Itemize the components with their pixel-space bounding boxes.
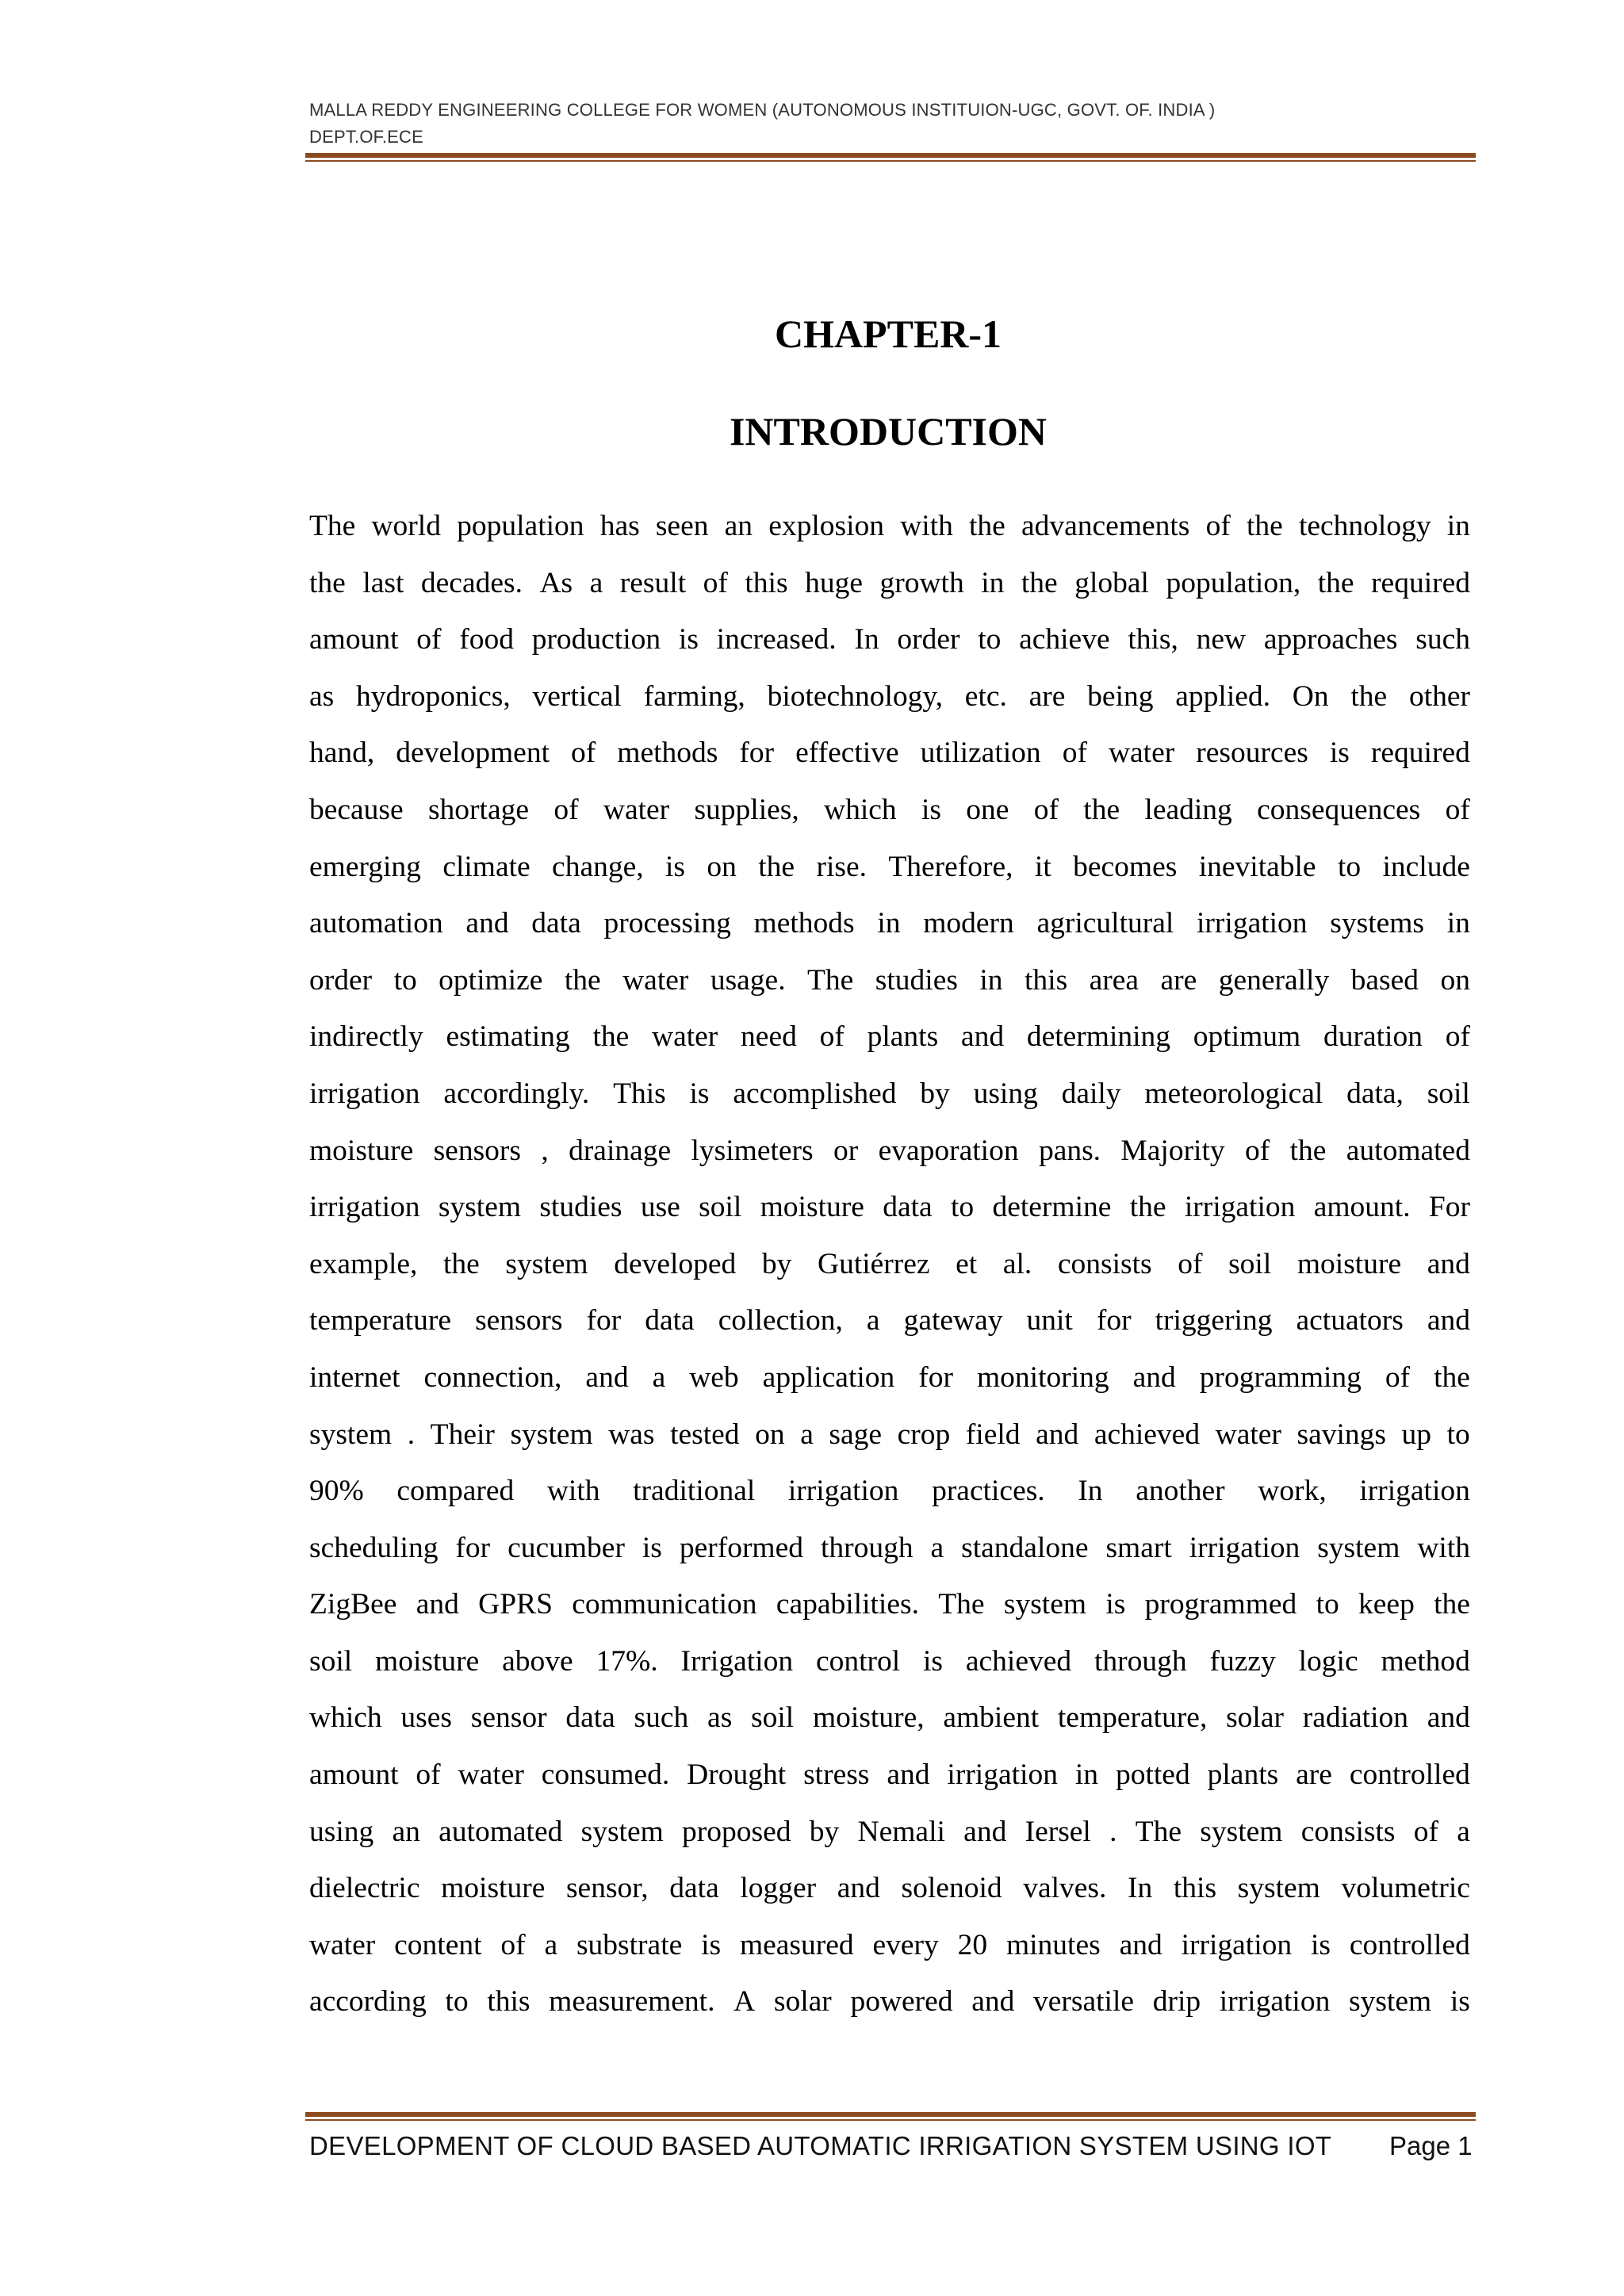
body-line: irrigation accordingly. This is accomplished by using daily meteorological data, soil [309,1077,1470,1110]
header-rule-thick [305,153,1476,158]
body-line: emerging climate change, is on the rise. Therefore, it becomes inevitable to include [309,850,1470,883]
body-line: order to optimize the water usage. The studies in this area are generally based on [309,963,1470,997]
body-line: water content of a substrate is measured every 20 minutes and irrigation is controlled [309,1928,1470,1961]
body-line: the last decades. As a result of this huge growth in the global population, the required [309,566,1470,599]
body-line: internet connection, and a web application for monitoring and programming of the [309,1360,1470,1394]
header-college-name: MALLA REDDY ENGINEERING COLLEGE FOR WOMEN (AUTONOMOUS INSTITUION-UGC, GOVT. OF. INDIA ) [309,100,1216,120]
body-line: using an automated system proposed by Nemali and Iersel . The system consists of a [309,1815,1470,1848]
body-line: temperature sensors for data collection, a gateway unit for triggering actuators and [309,1304,1470,1337]
body-line: which uses sensor data such as soil moisture, ambient temperature, solar radiation and [309,1701,1470,1735]
body-line: system . Their system was tested on a sage crop field and achieved water savings up to [309,1418,1470,1451]
body-line: according to this measurement. A solar powered and versatile drip irrigation system is [309,1985,1470,2019]
chapter-number: CHAPTER-1 [774,312,1002,356]
body-line: soil moisture above 17%. Irrigation control is achieved through fuzzy logic method [309,1644,1470,1678]
body-line: scheduling for cucumber is performed through a standalone smart irrigation system with [309,1531,1470,1564]
page-header [309,97,1215,151]
footer-rule-thin [305,2119,1476,2121]
body-line: irrigation system studies use soil moisture data to determine the irrigation amount. For [309,1191,1470,1224]
body-line: hand, development of methods for effective utilization of water resources is required [309,737,1470,770]
body-line: amount of water consumed. Drought stress and irrigation in potted plants are controlled [309,1758,1470,1792]
body-line: as hydroponics, vertical farming, biotechnology, etc. are being applied. On the other [309,679,1470,713]
footer-project-title: DEVELOPMENT OF CLOUD BASED AUTOMATIC IRRIGATION SYSTEM USING IOT [309,2131,1332,2160]
body-line: dielectric moisture sensor, data logger and solenoid valves. In this system volumetric [309,1872,1470,1905]
body-line: The world population has seen an explosion with the advancements of the technology in [309,510,1470,542]
body-line: indirectly estimating the water need of plants and determining optimum duration of [309,1020,1470,1054]
body-line: 90% compared with traditional irrigation practices. In another work, irrigation [309,1475,1470,1508]
footer-rule-thick [305,2112,1476,2117]
header-department: DEPT.OF.ECE [309,127,424,147]
body-paragraph [309,498,1470,2030]
body-line: example, the system developed by Gutiérrez et al. consists of soil moisture and [309,1247,1470,1280]
body-line: ZigBee and GPRS communication capabilities. The system is programmed to keep the [309,1588,1470,1621]
body-line: automation and data processing methods in modern agricultural irrigation systems in [309,907,1470,940]
chapter-title: INTRODUCTION [729,409,1048,453]
header-rule-thin [305,160,1476,162]
body-line: because shortage of water supplies, which is one of the leading consequences of [309,793,1470,826]
page-number: Page 1 [1389,2131,1473,2160]
body-line: amount of food production is increased. In order to achieve this, new approaches such [309,623,1470,656]
body-line: moisture sensors , drainage lysimeters or evaporation pans. Majority of the automated [309,1134,1470,1167]
